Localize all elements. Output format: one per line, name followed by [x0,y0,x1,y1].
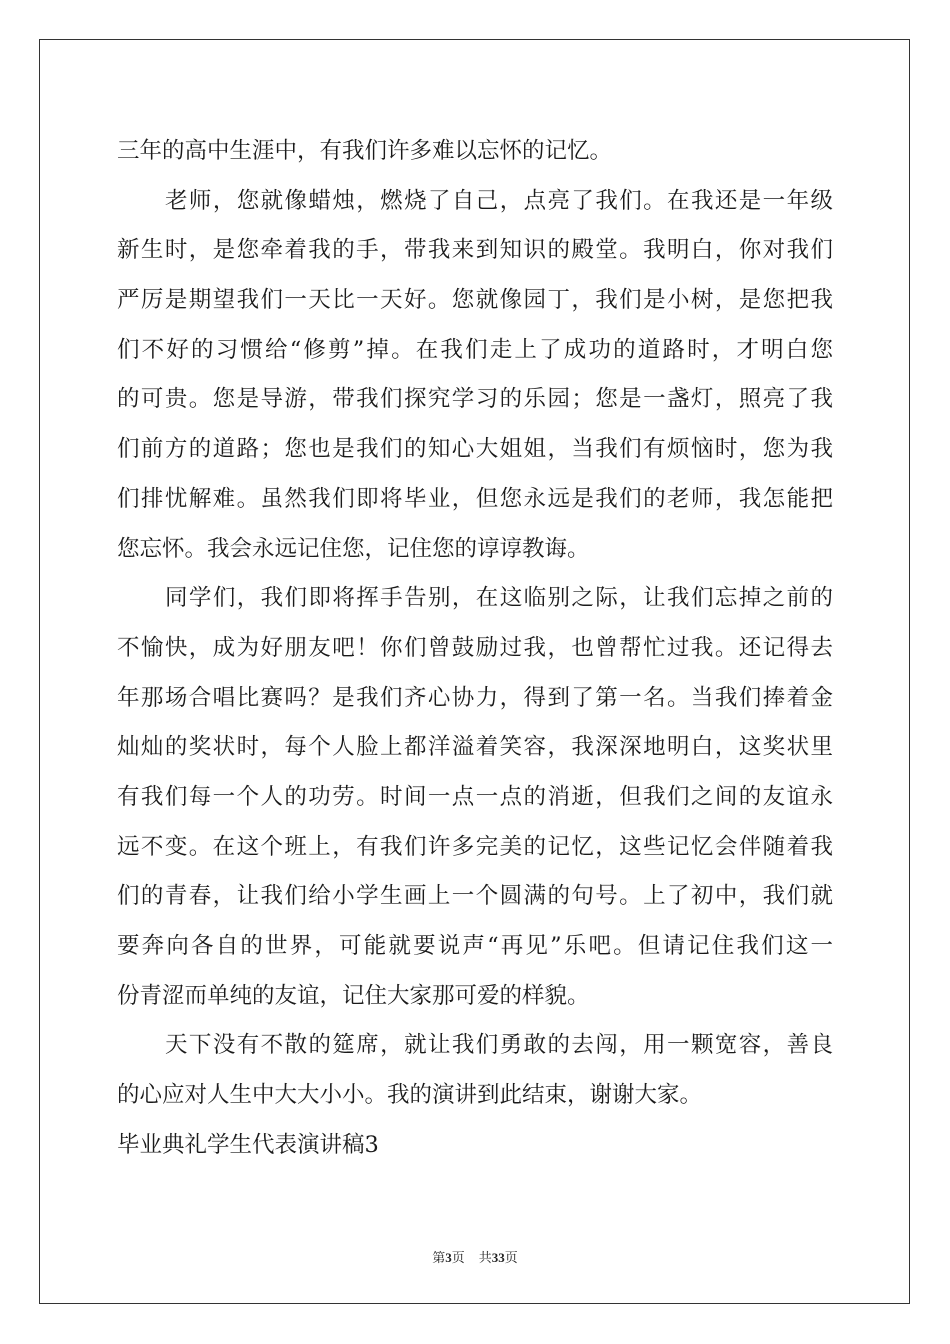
text-line: 灿灿的奖状时，每个人脸上都洋溢着笑容，我深深地明白，这奖状里 [117,734,833,761]
page-total: 33 [491,1250,505,1265]
text-line: 们的青春，让我们给小学生画上一个圆满的句号。上了初中，我们就 [117,883,833,910]
total-prefix: 共 [478,1250,492,1265]
text-line: 新生时，是您牵着我的手，带我来到知识的殿堂。我明白，你对我们 [117,237,833,264]
text-line: 要奔向各自的世界，可能就要说声“再见”乐吧。但请记住我们这一 [117,933,833,959]
text-line: 老师，您就像蜡烛，燃烧了自己，点亮了我们。在我还是一年级 [165,187,833,214]
text-line: 们前方的道路；您也是我们的知心大姐姐，当我们有烦恼时，您为我 [117,436,833,463]
text-line: 们不好的习惯给“修剪”掉。在我们走上了成功的道路时，才明白您 [117,336,833,363]
page-suffix: 页 [451,1250,465,1265]
text-line: 您忘怀。我会永远记住您，记住您的谆谆教诲。 [117,535,590,562]
total-suffix: 页 [504,1250,518,1265]
text-line: 严厉是期望我们一天比一天好。您就像园丁，我们是小树，是您把我 [117,287,833,314]
page-footer [0,1247,950,1266]
text-line: 们排忧解难。虽然我们即将毕业，但您永远是我们的老师，我怎能把 [117,485,833,512]
text-line: 毕业典礼学生代表演讲稿3 [117,1131,379,1158]
document-body [117,127,833,1170]
text-line: 年那场合唱比赛吗？是我们齐心协力，得到了第一名。当我们捧着金 [117,684,833,711]
text-line: 有我们每一个人的功劳。时间一点一点的消逝，但我们之间的友谊永 [117,783,833,810]
text-line: 远不变。在这个班上，有我们许多完美的记忆，这些记忆会伴随着我 [117,833,833,860]
text-line: 份青涩而单纯的友谊，记住大家那可爱的样貌。 [117,982,590,1009]
text-line: 的心应对人生中大大小小。我的演讲到此结束，谢谢大家。 [117,1082,703,1109]
page-prefix: 第 [432,1250,446,1265]
text-line: 的可贵。您是导游，带我们探究学习的乐园；您是一盏灯，照亮了我 [117,386,833,413]
text-line: 天下没有不散的筵席，就让我们勇敢的去闯，用一颗宽容，善良 [165,1032,833,1059]
text-line: 不愉快，成为好朋友吧！你们曾鼓励过我，也曾帮忙过我。还记得去 [117,634,833,661]
text-line: 三年的高中生涯中，有我们许多难以忘怀的记忆。 [117,138,613,164]
text-line: 同学们，我们即将挥手告别，在这临别之际，让我们忘掉之前的 [165,585,833,612]
page-current: 3 [445,1250,452,1265]
